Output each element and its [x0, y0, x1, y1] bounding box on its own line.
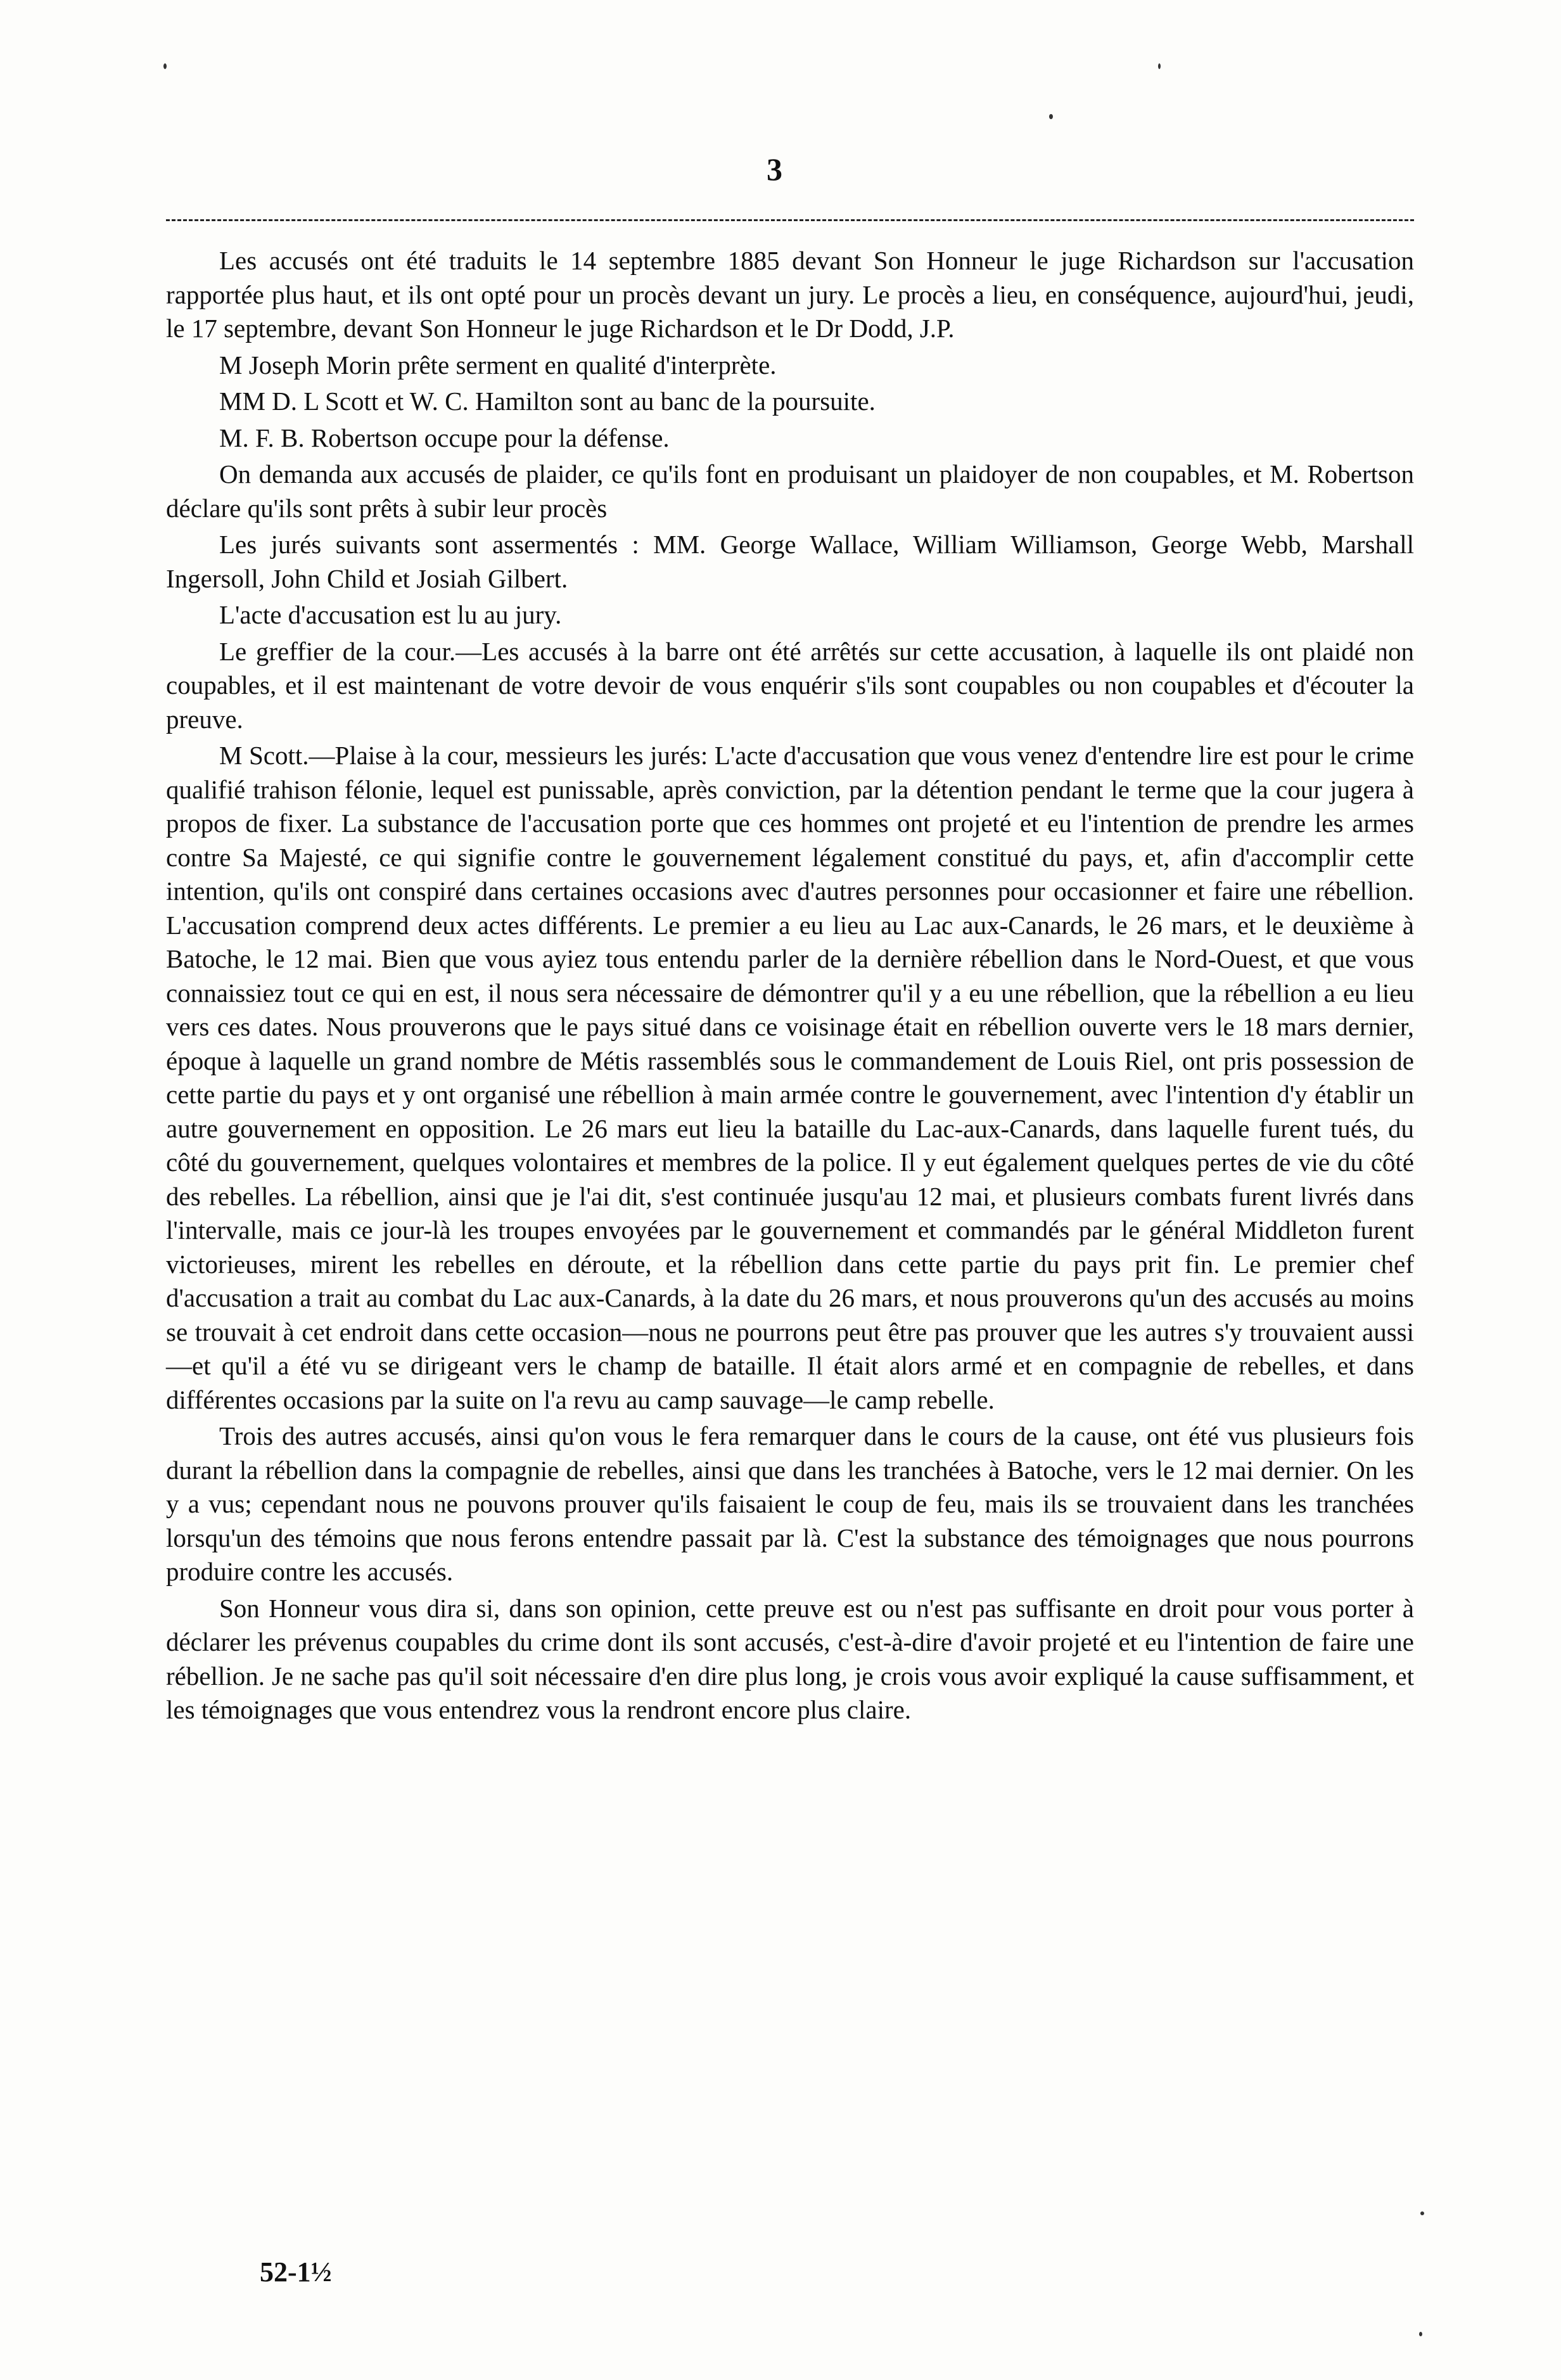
- scan-speck: [163, 63, 167, 69]
- paragraph: Trois des autres accusés, ainsi qu'on vous le fera remarquer dans le cours de la cause, ont été vus plusieurs fois durant la rébellion dans la compagnie de rebelles, ainsi que dans les tranchées à Batoche, vers le 12 mai dernier. On les y a vus; cependant nous ne pouvons prouver qu'ils faisaient le coup de feu, mais ils se trouvaient dans les tranchées lorsqu'un des témoins que nous ferons entendre passait par là. C'est la substance des témoignages que nous pourrons produire contre les accusés.: [166, 1421, 1414, 1586]
- signature-mark: 52-1½: [260, 2256, 332, 2287]
- paragraph: Les accusés ont été traduits le 14 septembre 1885 devant Son Honneur le juge Richardson sur l'accusation rapportée plus haut, et ils ont opté pour un procès devant un jury. Le procès a lieu, en conséquence, aujourd'hui, jeudi, le 17 septembre, devant Son Honneur le juge Richardson et le Dr Dodd, J.P.: [166, 246, 1414, 343]
- paragraph: M Joseph Morin prête serment en qualité d'interprète.: [219, 350, 777, 380]
- scan-speck: [1049, 114, 1053, 119]
- header-rule: [166, 219, 1414, 221]
- scan-speck: [1419, 2332, 1422, 2336]
- paragraph: M Scott.—Plaise à la cour, messieurs les jurés: L'acte d'accusation que vous venez d'entendre lire est pour le crime qualifié trahison félonie, lequel est punissable, après conviction, par la détention pendant le terme que la cour jugera à propos de fixer. La substance de l'accusation porte que ces hommes ont projeté et eu l'intention de prendre les armes contre Sa Majesté, ce qui signifie contre le gouvernement légalement constitué du pays, et, afin d'accomplir cette intention, qu'ils ont conspiré dans certaines occasions avec d'autres personnes pour occasionner et faire une rébellion. L'accusation comprend deux actes différents. Le premier a eu lieu au Lac aux-Canards, le 26 mars, et le deuxième à Batoche, le 12 mai. Bien que vous ayiez tous entendu parler de la dernière rébellion dans le Nord-Ouest, et que vous connaissiez tout ce qui en est, il nous sera nécessaire de démontrer qu'il y a eu une rébellion, que la rébellion a eu lieu vers ces dates. Nous prouverons que le pays situé dans ce voisinage était en rébellion ouverte vers le 18 mars dernier, époque à laquelle un grand nombre de Métis rassemblés sous le commandement de Louis Riel, ont pris possession de cette partie du pays et y ont organisé une rébellion à main armée contre le gouvernement, avec l'intention d'y établir un autre gouvernement en opposition. Le 26 mars eut lieu la bataille du Lac-aux-Canards, dans laquelle furent tués, du côté du gouvernement, quelques volontaires et membres de la police. Il y eut également quelques pertes de vie du côté des rebelles. La rébellion, ainsi que je l'ai dit, s'est continuée jusqu'au 12 mai, et plusieurs combats furent livrés dans l'intervalle, mais ce jour-là les troupes envoyées par le gouvernement et commandés par le général Middleton furent victorieuses, mirent les rebelles en déroute, et la rébellion dans cette partie du pays prit fin. Le premier chef d'accusation a trait au combat du Lac aux-Canards, à la date du 26 mars, et nous prouverons qu'un des accusés au moins se trouvait à cet endroit dans cette occasion—nous ne pourrons peut être pas prouver que les autres s'y trouvaient aussi—et qu'il a été vu se dirigeant vers le champ de bataille. Il était alors armé et en compagnie de rebelles, et dans différentes occasions par la suite on l'a revu au camp sauvage—le camp rebelle.: [166, 741, 1414, 1414]
- paragraph: M. F. B. Robertson occupe pour la défense.: [219, 423, 670, 452]
- paragraph: On demanda aux accusés de plaider, ce qu'ils font en produisant un plaidoyer de non coupables, et M. Robertson déclare qu'ils sont prêts à subir leur procès: [166, 459, 1414, 523]
- paragraph: L'acte d'accusation est lu au jury.: [219, 600, 562, 629]
- paragraph: MM D. L Scott et W. C. Hamilton sont au banc de la poursuite.: [219, 387, 876, 416]
- body-text: [166, 244, 1414, 1730]
- scan-speck: [1158, 63, 1161, 69]
- paragraph: Le greffier de la cour.—Les accusés à la barre ont été arrêtés sur cette accusation, à laquelle ils ont plaidé non coupables, et il est maintenant de votre devoir de vous enquérir s'ils sont coupables ou non coupables et d'écouter la preuve.: [166, 636, 1414, 734]
- page-number: 3: [767, 151, 782, 187]
- scan-speck: [1420, 2211, 1424, 2215]
- paragraph: Les jurés suivants sont assermentés : MM. George Wallace, William Williamson, George Webb, Marshall Ingersoll, John Child et Josiah Gilbert.: [166, 530, 1414, 593]
- paragraph: Son Honneur vous dira si, dans son opinion, cette preuve est ou n'est pas suffisante en droit pour vous porter à déclarer les prévenus coupables du crime dont ils sont accusés, c'est-à-dire d'avoir projeté et eu l'intention de faire une rébellion. Je ne sache pas qu'il soit nécessaire d'en dire plus long, je crois vous avoir expliqué la cause suffisamment, et les témoignages que vous entendrez vous la rendront encore plus claire.: [166, 1593, 1414, 1724]
